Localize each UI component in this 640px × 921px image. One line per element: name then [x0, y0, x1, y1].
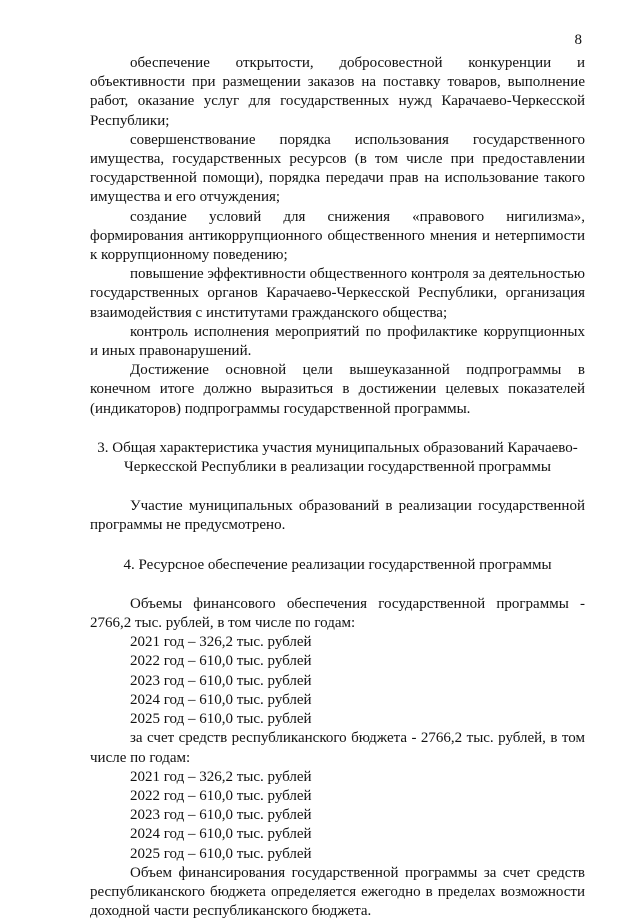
funding-year-2023: 2023 год – 610,0 тыс. рублей	[130, 672, 312, 689]
spacer	[90, 536, 585, 556]
funding-closing: Объем финансирования государственной программы за счет средств республиканского бюджета определяется ежегодно в пределах возможности доходной части республиканского бюджета.	[90, 864, 585, 920]
spacer	[90, 419, 585, 439]
paragraph-property: совершенствование порядка использования государственного имущества, государственных ресурсов (в том числе при предоставлении государственной помощи), порядка передачи прав на использование такого имущества и его отчуждения;	[90, 131, 585, 206]
funding-year-2025: 2025 год – 610,0 тыс. рублей	[130, 711, 312, 728]
section-3-heading: 3. Общая характеристика участия муниципальных образований Карачаево-Черкесской Республики в реализации государственной программы	[97, 439, 578, 476]
paragraph-goal: Достижение основной цели вышеуказанной подпрограммы в конечном итоге должно выразиться в достижении целевых показателей (индикаторов) подпрограммы государственной программы.	[90, 362, 585, 417]
document-body	[90, 54, 585, 921]
paragraph-prevention: контроль исполнения мероприятий по профилактике коррупционных и иных правонарушений.	[90, 323, 585, 360]
funding-year-2021: 2021 год – 326,2 тыс. рублей	[130, 634, 312, 651]
budget-year-2023: 2023 год – 610,0 тыс. рублей	[130, 807, 312, 824]
budget-year-2022: 2022 год – 610,0 тыс. рублей	[130, 787, 312, 804]
funding-intro: Объемы финансового обеспечения государственной программы - 2766,2 тыс. рублей, в том числе по годам:	[90, 595, 585, 632]
spacer	[90, 477, 585, 497]
spacer	[90, 575, 585, 595]
page-number: 8	[574, 32, 582, 48]
paragraph-public-control: повышение эффективности общественного контроля за деятельностью государственных органов Карачаево-Черкесской Республики, организация взаимодействия с институтами гражданского общества;	[90, 266, 585, 321]
funding-year-2022: 2022 год – 610,0 тыс. рублей	[130, 653, 312, 670]
budget-year-2024: 2024 год – 610,0 тыс. рублей	[130, 826, 312, 843]
section-3-text: Участие муниципальных образований в реализации государственной программы не предусмотрено.	[90, 498, 585, 534]
budget-year-2025: 2025 год – 610,0 тыс. рублей	[130, 845, 312, 862]
paragraph-openness: обеспечение открытости, добросовестной конкуренции и объективности при размещении заказов на поставку товаров, выполнение работ, оказание услуг для государственных нужд Карачаево-Черкесской Республики;	[90, 55, 585, 129]
paragraph-nihilism: создание условий для снижения «правового нигилизма», формирования антикоррупционного общественного мнения и нетерпимости к коррупционному поведению;	[90, 208, 585, 264]
budget-year-2021: 2021 год – 326,2 тыс. рублей	[130, 768, 312, 785]
funding-year-2024: 2024 год – 610,0 тыс. рублей	[130, 691, 312, 708]
budget-intro: за счет средств республиканского бюджета - 2766,2 тыс. рублей, в том числе по годам:	[90, 730, 585, 766]
section-4-heading: 4. Ресурсное обеспечение реализации государственной программы	[123, 556, 552, 573]
